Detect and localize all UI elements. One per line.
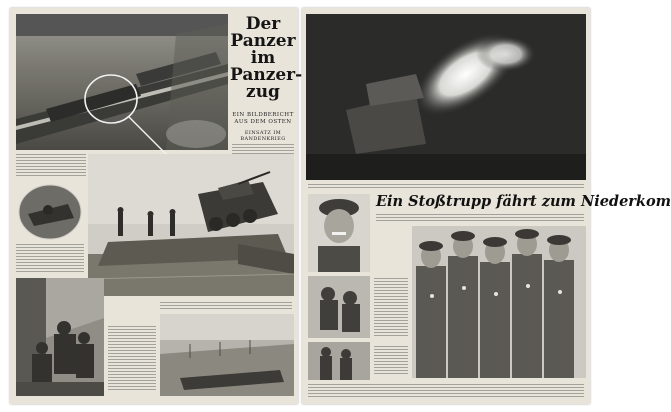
subhead2-line-2: BANDENKRIEG <box>240 136 286 142</box>
photo-soldiers-small-middle <box>308 276 370 338</box>
photo-armored-train-track <box>16 14 228 150</box>
photo-soldiers-bottom-left <box>16 278 104 396</box>
armored-train-track-illustration <box>16 14 228 150</box>
portrait-illustration <box>308 194 370 272</box>
headline-line-2: Panzer <box>230 31 296 51</box>
photo-smiling-soldier-portrait <box>308 194 370 272</box>
headline-line-1: Der <box>245 14 281 34</box>
left-caption-under-tank <box>160 302 292 310</box>
right-caption-column <box>374 278 408 338</box>
group-soldiers-illustration <box>412 226 586 378</box>
photo-round-inset-tank <box>18 184 82 240</box>
left-subhead-secondary <box>228 130 298 142</box>
headline-line-4: Panzer- <box>230 65 303 85</box>
right-headline: Ein Stoßtrupp fährt zum Niederkom <box>376 193 671 210</box>
left-intro-text <box>232 144 294 154</box>
right-caption-bottom-left <box>374 346 408 376</box>
soldiers-bottom-illustration <box>308 342 370 380</box>
right-intro-text <box>376 214 584 223</box>
left-caption-column-2 <box>16 244 84 274</box>
left-headline <box>230 14 303 102</box>
photo-tank-on-flatcar <box>88 154 294 296</box>
photo-landscape-bottom <box>160 314 294 396</box>
landscape-illustration <box>160 314 294 396</box>
soldiers-small-illustration <box>308 276 370 338</box>
subhead-line-2: AUS DEM OSTEN <box>234 119 292 125</box>
headline-line-3: im <box>250 48 276 68</box>
round-inset-illustration <box>18 184 82 240</box>
right-caption-top <box>308 184 584 190</box>
left-caption-column-1 <box>16 154 86 178</box>
right-bottom-text <box>308 384 584 398</box>
photo-group-of-soldiers <box>412 226 586 378</box>
subhead-line-1: EIN BILDBERICHT <box>232 112 294 118</box>
right-magazine-page <box>302 8 671 404</box>
headline-line-5: zug <box>246 82 280 102</box>
left-subhead <box>228 112 298 126</box>
tank-on-flatcar-illustration <box>88 154 294 296</box>
subhead2-line-1: EINSATZ IM <box>244 130 282 136</box>
left-caption-column-3 <box>108 326 156 392</box>
night-artillery-illustration <box>306 14 586 180</box>
left-magazine-page <box>10 8 303 404</box>
soldiers-illustration <box>16 278 104 396</box>
photo-soldiers-bottom <box>308 342 370 380</box>
photo-night-artillery <box>306 14 586 180</box>
